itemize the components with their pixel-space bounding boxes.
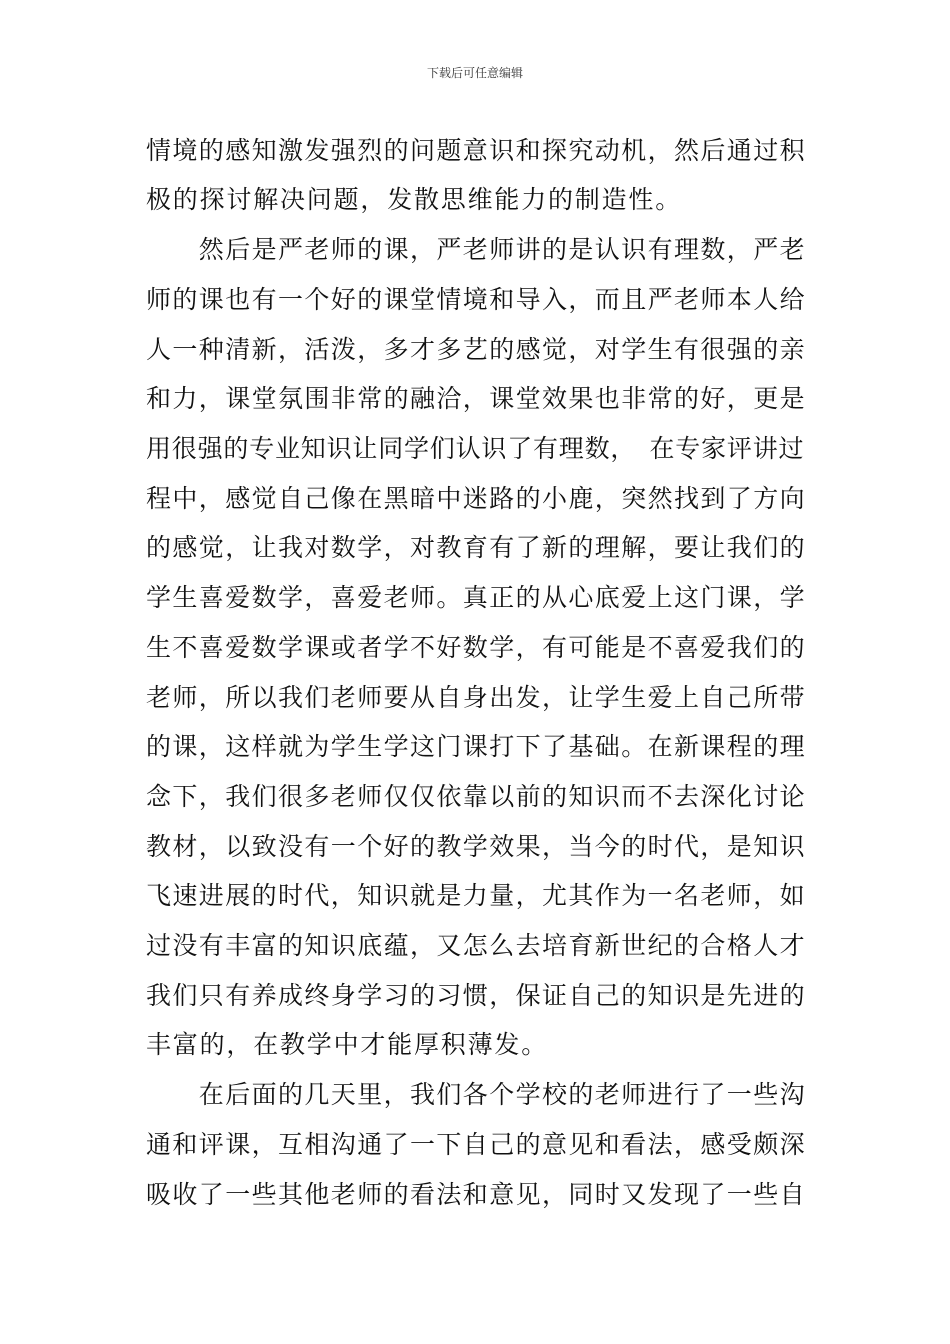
body-line: 念下，我们很多老师仅仅依靠以前的知识而不去深化讨论 [146, 782, 807, 811]
body-line: 极的探讨解决问题，发散思维能力的制造性。 [146, 185, 683, 214]
body-line: 的课，这样就为学生学这门课打下了基础。在新课程的理 [146, 732, 807, 761]
body-line: 师的课也有一个好的课堂情境和导入，而且严老师本人给 [146, 285, 807, 314]
body-line: 然后是严老师的课，严老师讲的是认识有理数，严老 [146, 235, 807, 264]
body-line: 程中，感觉自己像在黑暗中迷路的小鹿，突然找到了方向 [146, 484, 807, 513]
body-line: 用很强的专业知识让同学们认识了有理数， 在专家评讲过 [146, 434, 805, 463]
body-line: 学生喜爱数学，喜爱老师。真正的从心底爱上这门课，学 [146, 583, 807, 612]
body-line: 教材，以致没有一个好的教学效果，当今的时代，是知识 [146, 832, 807, 861]
body-line: 丰富的，在教学中才能厚积薄发。 [146, 1030, 549, 1059]
body-line: 的感觉，让我对数学，对教育有了新的理解，要让我们的 [146, 533, 807, 562]
body-line: 我们只有养成终身学习的习惯，保证自己的知识是先进的 [146, 981, 807, 1010]
body-line: 在后面的几天里，我们各个学校的老师进行了一些沟 [146, 1080, 807, 1109]
body-line: 过没有丰富的知识底蕴，又怎么去培育新世纪的合格人才 [146, 931, 807, 960]
body-line: 通和评课，互相沟通了一下自己的意见和看法，感受颇深 [146, 1130, 807, 1159]
page-header: 下载后可任意编辑 [426, 66, 523, 80]
body-line: 吸收了一些其他老师的看法和意见，同时又发现了一些自 [146, 1180, 807, 1209]
body-line: 生不喜爱数学课或者学不好数学，有可能是不喜爱我们的 [146, 633, 807, 662]
body-line: 情境的感知激发强烈的问题意识和探究动机，然后通过积 [146, 136, 807, 165]
body-line: 人一种清新，活泼，多才多艺的感觉，对学生有很强的亲 [146, 335, 807, 364]
body-line: 和力，课堂氛围非常的融洽，课堂效果也非常的好，更是 [146, 384, 807, 413]
body-line: 飞速进展的时代，知识就是力量，尤其作为一名老师，如 [146, 881, 807, 910]
body-line: 老师，所以我们老师要从自身出发，让学生爱上自己所带 [146, 683, 807, 712]
